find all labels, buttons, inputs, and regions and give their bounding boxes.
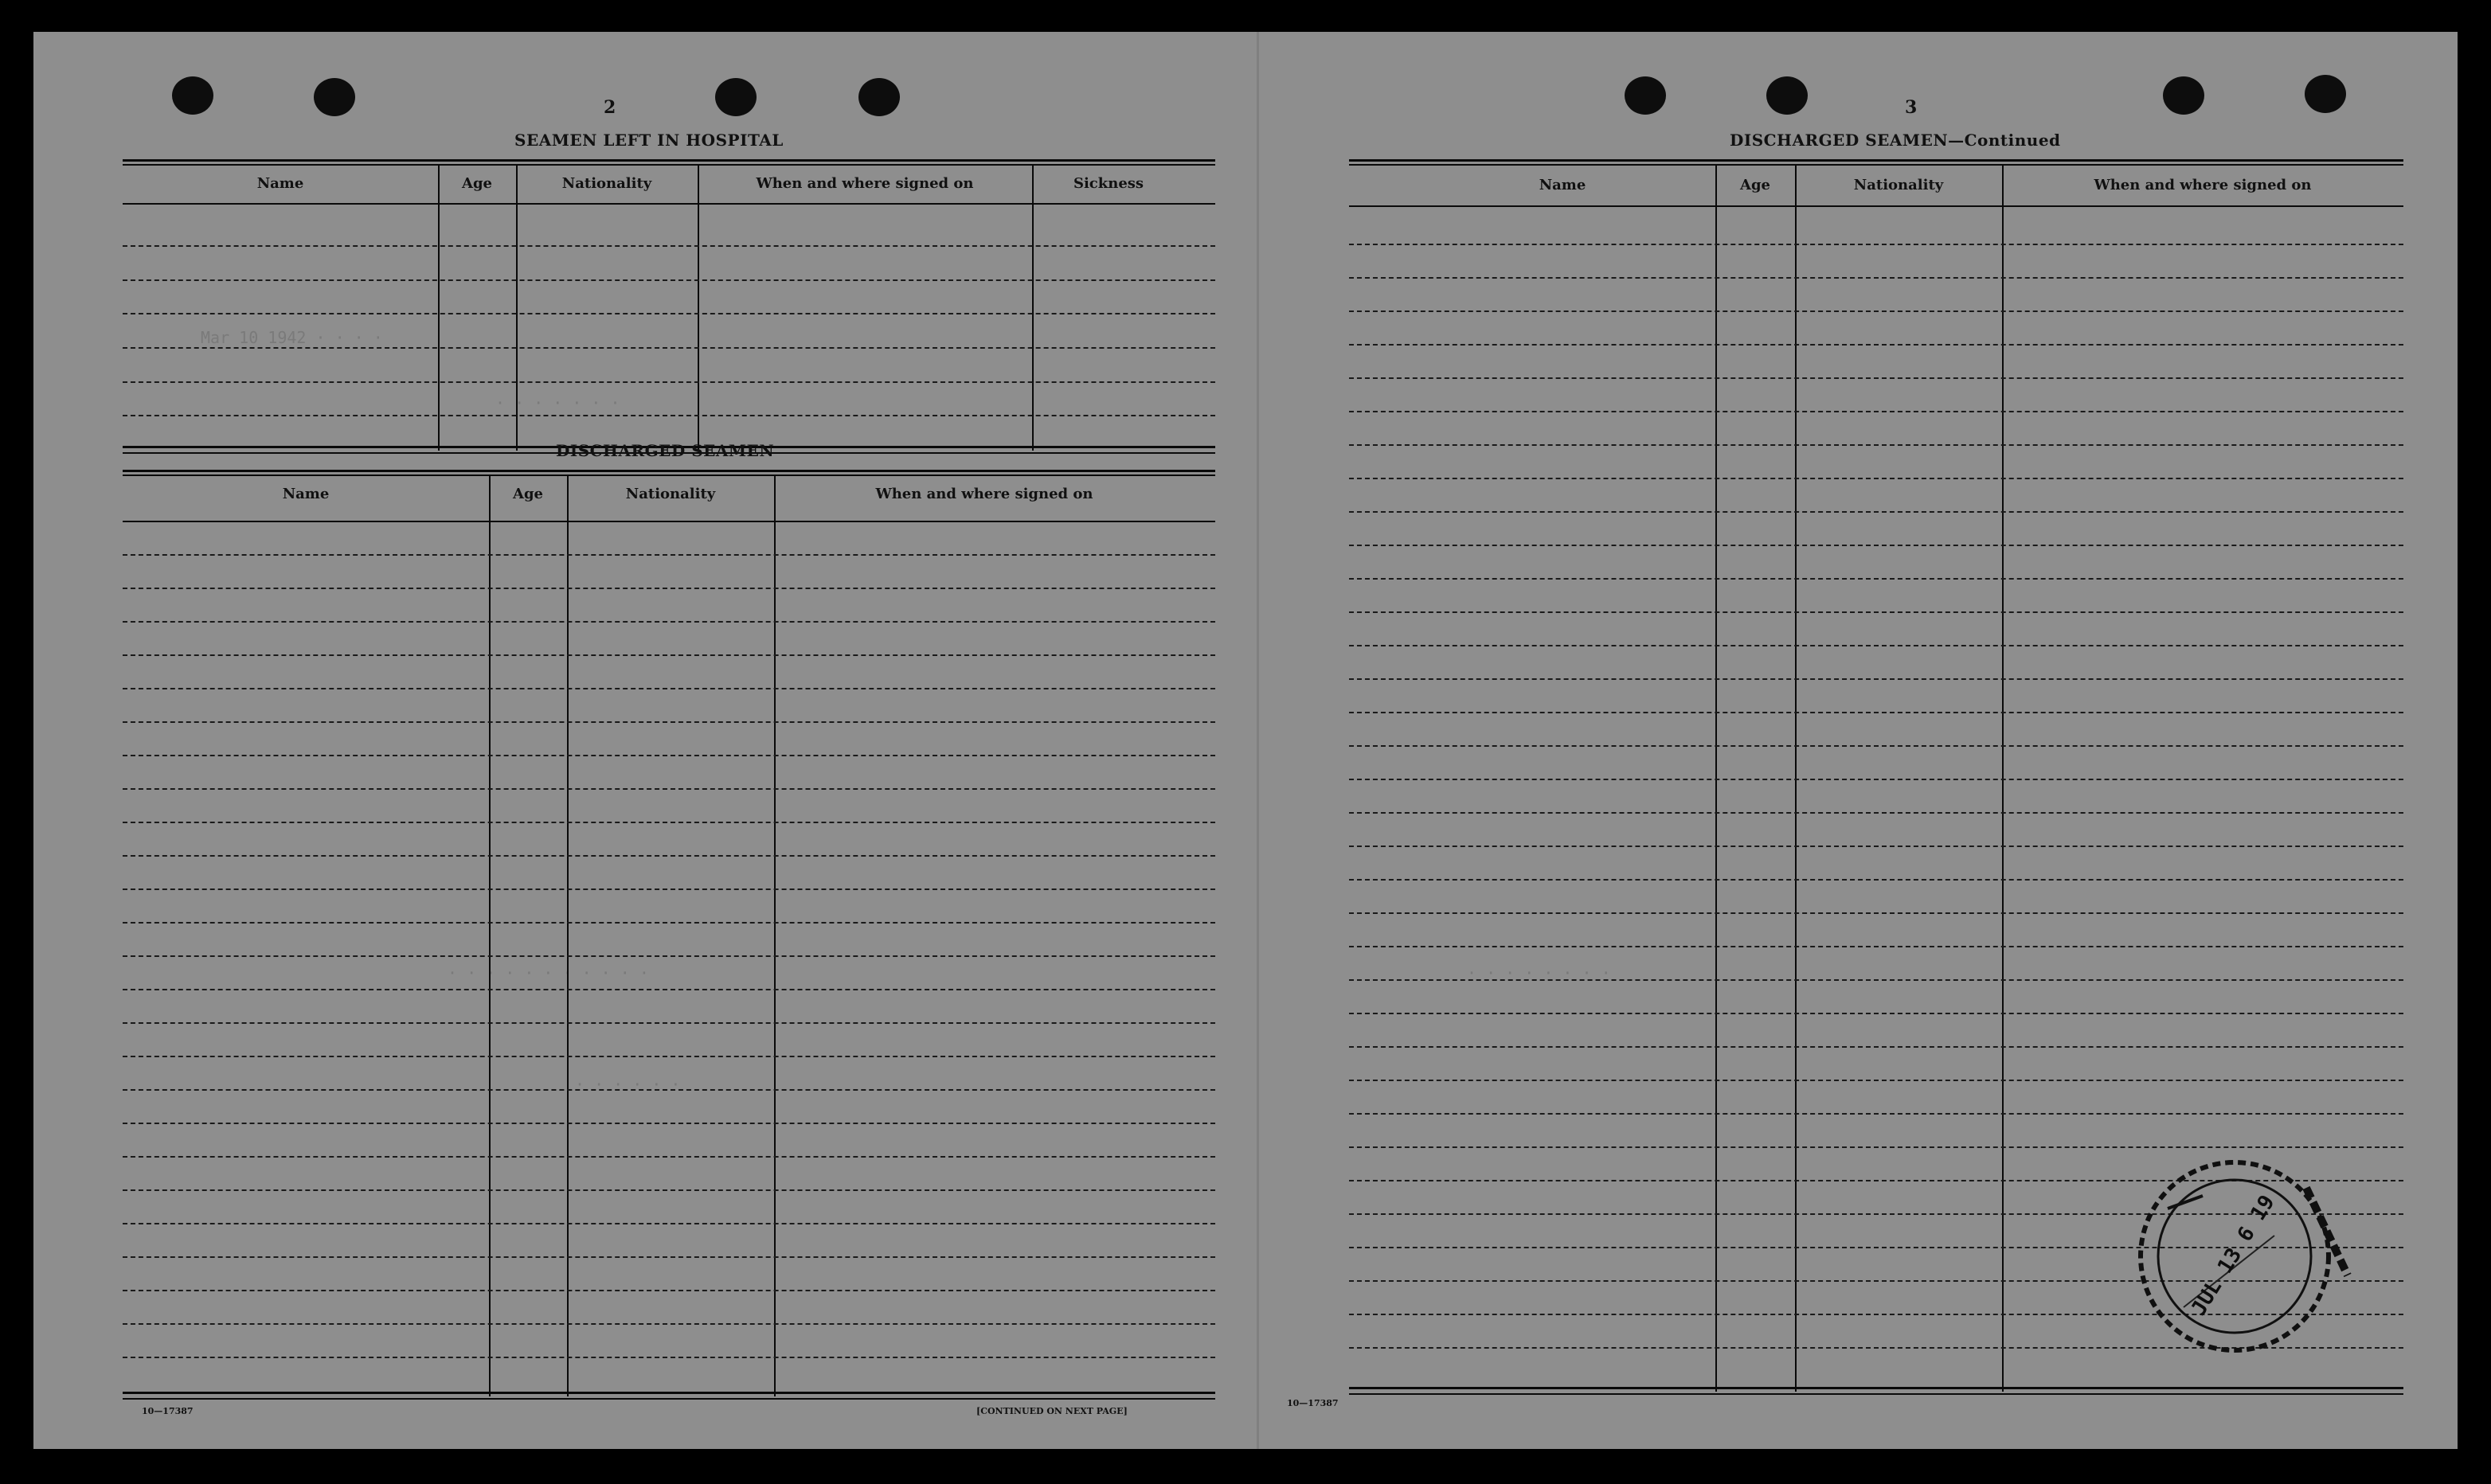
left-page	[33, 32, 1257, 1449]
form-code: 10—17387	[142, 1406, 194, 1416]
col-nationality-header: Nationality	[1853, 177, 1944, 193]
discharged-section-title: DISCHARGED SEAMEN	[556, 441, 775, 460]
table-row	[1349, 979, 2403, 981]
table-row	[1349, 244, 2403, 245]
bleed-through-text: · · · · · · ·	[495, 393, 620, 412]
table-row	[1349, 845, 2403, 847]
table-row	[123, 688, 1215, 689]
col-nationality-header: Nationality	[561, 175, 652, 192]
table-row	[123, 855, 1215, 857]
page-number: 2	[604, 97, 616, 118]
table-row	[123, 621, 1215, 623]
header-rule	[123, 521, 1215, 522]
table-row	[1349, 1080, 2403, 1081]
postmark-stamp	[2115, 1140, 2370, 1371]
table-row	[123, 989, 1215, 990]
table-row	[123, 654, 1215, 656]
punch-hole	[314, 78, 355, 116]
table-row	[1349, 1046, 2403, 1048]
table-row	[123, 245, 1215, 247]
punch-hole	[715, 78, 757, 116]
table-row	[123, 1323, 1215, 1325]
header-rule	[123, 203, 1215, 205]
table-row	[123, 1022, 1215, 1024]
punch-hole	[858, 78, 900, 116]
table-row	[1349, 1013, 2403, 1014]
table-row	[1349, 645, 2403, 646]
table-row	[123, 279, 1215, 281]
table-row	[1349, 946, 2403, 947]
col-signed-on-header: When and where signed on	[875, 486, 1093, 502]
rule	[123, 159, 1215, 162]
table-row	[1349, 444, 2403, 446]
header-rule	[1349, 205, 2403, 207]
table-row	[123, 922, 1215, 924]
table-row	[1349, 912, 2403, 914]
table-row	[1349, 344, 2403, 346]
table-row	[123, 1189, 1215, 1191]
col-sickness-header: Sickness	[1073, 175, 1144, 192]
table-row	[1349, 411, 2403, 412]
table-row	[123, 1290, 1215, 1291]
col-age-header: Age	[512, 486, 544, 502]
table-row	[1349, 310, 2403, 312]
table-row	[123, 1056, 1215, 1057]
table-row	[123, 588, 1215, 589]
table-row	[123, 1156, 1215, 1158]
table-row	[1349, 511, 2403, 513]
stamp-date: JUL 13 6 19	[2186, 1190, 2280, 1320]
table-row	[123, 415, 1215, 416]
table-row	[123, 381, 1215, 383]
table-row	[1349, 678, 2403, 680]
bleed-through-text: · · · · · ·	[575, 1075, 681, 1094]
table-row	[1349, 611, 2403, 613]
table-row	[1349, 578, 2403, 580]
table-row	[123, 554, 1215, 556]
col-name-header: Name	[256, 175, 304, 192]
table-row	[1349, 745, 2403, 747]
table-row	[123, 1357, 1215, 1358]
center-fold	[1257, 32, 1259, 1449]
postmark-icon	[2115, 1140, 2370, 1371]
table-row	[123, 313, 1215, 314]
table-row	[1349, 879, 2403, 881]
bleed-through-text: · · · · · · · ·	[1467, 963, 1611, 982]
table-row	[1349, 545, 2403, 546]
table-row	[123, 347, 1215, 349]
table-row	[123, 721, 1215, 723]
punch-hole	[1625, 76, 1666, 115]
table-row	[123, 1089, 1215, 1091]
col-signed-on-header: When and where signed on	[756, 175, 974, 192]
table-row	[123, 755, 1215, 756]
table-row	[123, 888, 1215, 890]
punch-hole	[2163, 76, 2204, 115]
form-code: 10—17387	[1287, 1398, 1339, 1408]
col-name-header: Name	[1539, 177, 1586, 193]
bleed-through-text: · · · · · · · · · · ·	[448, 963, 649, 982]
col-signed-on-header: When and where signed on	[2094, 177, 2312, 193]
rule	[123, 164, 1215, 166]
table-row	[1349, 812, 2403, 814]
table-row	[123, 1256, 1215, 1258]
bleed-through-text: Mar 10 1942 · · · ·	[201, 328, 383, 347]
continued-note: [CONTINUED ON NEXT PAGE]	[976, 1406, 1128, 1416]
discharged-continued-title: DISCHARGED SEAMEN—Continued	[1730, 131, 2061, 150]
table-row	[1349, 712, 2403, 713]
col-name-header: Name	[282, 486, 330, 502]
punch-hole	[1766, 76, 1808, 115]
table-row	[1349, 779, 2403, 780]
punch-hole	[2305, 75, 2346, 113]
document-sheet	[33, 32, 2458, 1449]
punch-hole	[172, 76, 213, 115]
table-row	[1349, 478, 2403, 479]
table-row	[1349, 277, 2403, 279]
col-age-header: Age	[461, 175, 493, 192]
table-row	[123, 822, 1215, 823]
page-number: 3	[1905, 97, 1918, 118]
table-row	[1349, 1113, 2403, 1115]
table-row	[1349, 377, 2403, 379]
table-row	[123, 788, 1215, 790]
hospital-section-title: SEAMEN LEFT IN HOSPITAL	[514, 131, 784, 150]
table-row	[123, 1123, 1215, 1124]
table-row	[123, 1223, 1215, 1224]
table-row	[123, 955, 1215, 957]
col-age-header: Age	[1739, 177, 1771, 193]
col-nationality-header: Nationality	[625, 486, 716, 502]
